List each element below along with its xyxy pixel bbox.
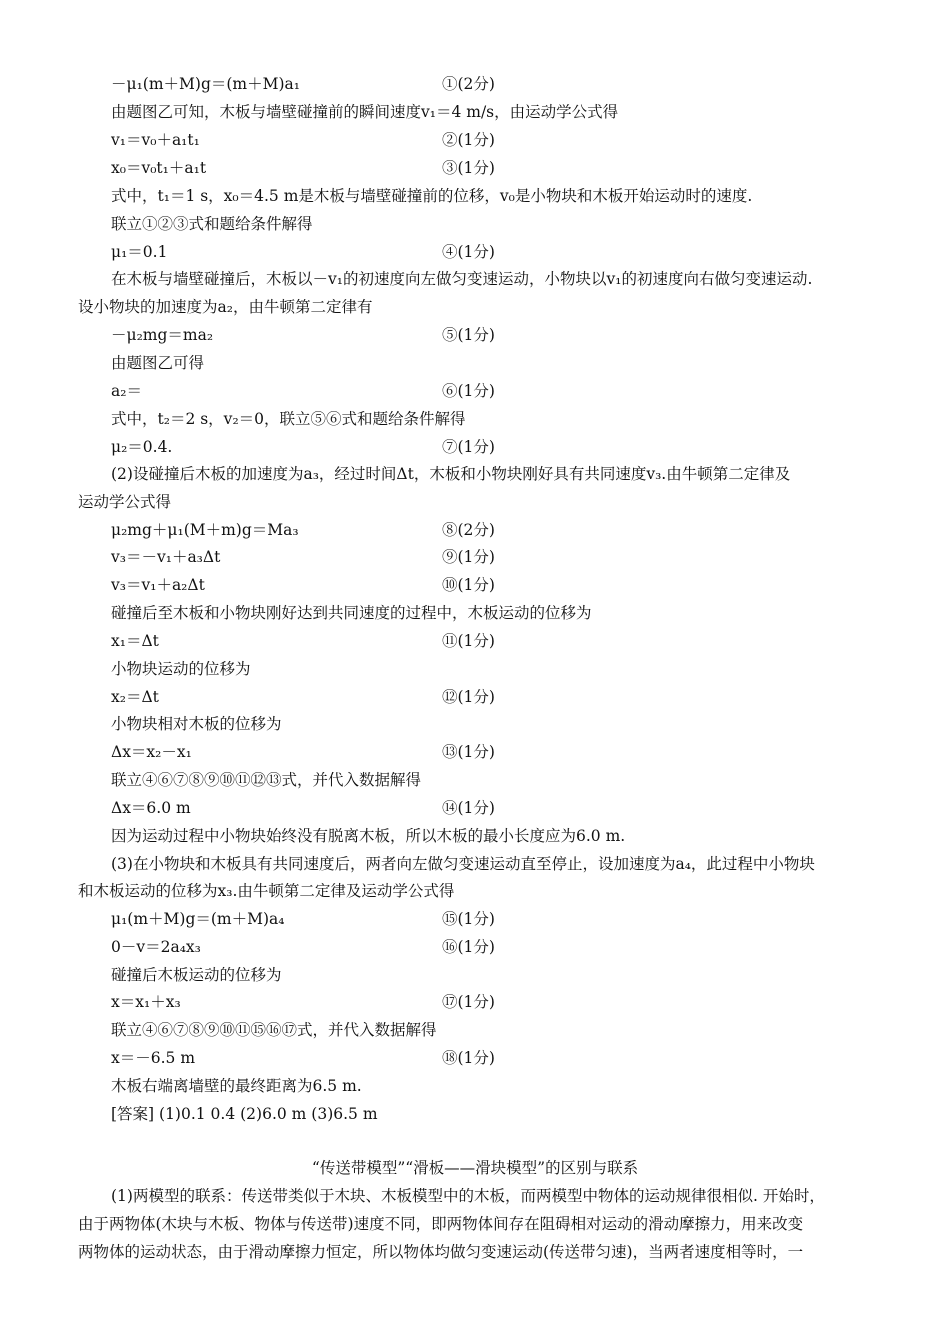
paragraph-line: 由题图乙可知，木板与墙壁碰撞前的瞬间速度v₁＝4 m/s，由运动学公式得 bbox=[111, 103, 619, 121]
equation: x₁＝Δt bbox=[111, 632, 159, 650]
paragraph-line: 联立④⑥⑦⑧⑨⑩⑪⑫⑬式，并代入数据解得 bbox=[111, 771, 422, 789]
paragraph-line: 联立④⑥⑦⑧⑨⑩⑪⑮⑯⑰式，并代入数据解得 bbox=[111, 1021, 437, 1039]
equation-score-mark: ⑯(1分) bbox=[442, 938, 495, 956]
paragraph-line: 设小物块的加速度为a₂，由牛顿第二定律有 bbox=[78, 298, 373, 316]
equation-score-mark: ⑮(1分) bbox=[442, 910, 495, 928]
equation: x₂＝Δt bbox=[111, 688, 159, 706]
equation-score-mark: ⑰(1分) bbox=[442, 993, 495, 1011]
equation: x₀＝v₀t₁＋a₁t bbox=[111, 159, 207, 177]
equation: －μ₂mg＝ma₂ bbox=[111, 326, 214, 344]
equation: μ₂＝0.4. bbox=[111, 438, 173, 456]
paragraph-line: 两物体的运动状态，由于滑动摩擦力恒定，所以物体均做匀变速运动(传送带匀速)，当两者速度相等时，一 bbox=[78, 1243, 804, 1261]
paragraph-line: (1)两模型的联系：传送带类似于木块、木板模型中的木板，而两模型中物体的运动规律很相似. 开始时， bbox=[111, 1187, 825, 1205]
equation-score-mark: ⑱(1分) bbox=[442, 1049, 495, 1067]
equation: Δx＝6.0 m bbox=[111, 799, 191, 817]
equation-score-mark: ⑦(1分) bbox=[442, 438, 495, 456]
paragraph-line: 小物块相对木板的位移为 bbox=[111, 715, 282, 733]
equation-score-mark: ⑪(1分) bbox=[442, 632, 495, 650]
equation-score-mark: ⑨(1分) bbox=[442, 548, 495, 566]
equation-score-mark: ⑩(1分) bbox=[442, 576, 495, 594]
paragraph-line: 碰撞后木板运动的位移为 bbox=[111, 966, 282, 984]
equation: μ₂mg＋μ₁(M＋m)g＝Ma₃ bbox=[111, 521, 299, 539]
paragraph-line: 在木板与墙壁碰撞后，木板以－v₁的初速度向左做匀变速运动，小物块以v₁的初速度向右做匀变速运动. bbox=[111, 270, 813, 288]
equation: a₂＝ bbox=[111, 382, 142, 400]
equation-score-mark: ⑬(1分) bbox=[442, 743, 495, 761]
equation-score-mark: ⑥(1分) bbox=[442, 382, 495, 400]
equation: μ₁(m＋M)g＝(m＋M)a₄ bbox=[111, 910, 285, 928]
paragraph-line: 小物块运动的位移为 bbox=[111, 660, 251, 678]
equation-score-mark: ①(2分) bbox=[442, 75, 495, 93]
paragraph-line: (2)设碰撞后木板的加速度为a₃，经过时间Δt，木板和小物块刚好具有共同速度v₃.由牛顿第二定律及 bbox=[111, 465, 791, 483]
equation: v₁＝v₀＋a₁t₁ bbox=[111, 131, 200, 149]
equation: x＝－6.5 m bbox=[111, 1049, 196, 1067]
paragraph-line: 式中，t₁＝1 s，x₀＝4.5 m是木板与墙壁碰撞前的位移，v₀是小物块和木板开始运动时的速度. bbox=[111, 187, 753, 205]
paragraph-line: 式中，t₂＝2 s，v₂＝0，联立⑤⑥式和题给条件解得 bbox=[111, 410, 466, 428]
paragraph-line: 联立①②③式和题给条件解得 bbox=[111, 215, 313, 233]
equation: －μ₁(m＋M)g＝(m＋M)a₁ bbox=[111, 75, 300, 93]
paragraph-line: [答案] (1)0.1 0.4 (2)6.0 m (3)6.5 m bbox=[111, 1105, 378, 1123]
paragraph-line: 由于两物体(木块与木板、物体与传送带)速度不同，即两物体间存在阻碍相对运动的滑动摩擦力，用来改变 bbox=[78, 1215, 804, 1233]
equation-score-mark: ⑤(1分) bbox=[442, 326, 495, 344]
paragraph-line: 碰撞后至木板和小物块刚好达到共同速度的过程中，木板运动的位移为 bbox=[111, 604, 592, 622]
equation-score-mark: ⑫(1分) bbox=[442, 688, 495, 706]
equation: Δx＝x₂－x₁ bbox=[111, 743, 192, 761]
equation-score-mark: ⑭(1分) bbox=[442, 799, 495, 817]
paragraph-line: (3)在小物块和木板具有共同速度后，两者向左做匀变速运动直至停止，设加速度为a₄，此过程中小物块 bbox=[111, 855, 815, 873]
equation-score-mark: ②(1分) bbox=[442, 131, 495, 149]
equation-score-mark: ③(1分) bbox=[442, 159, 495, 177]
paragraph-line: 木板右端离墙壁的最终距离为6.5 m. bbox=[111, 1077, 362, 1095]
paragraph-line: 由题图乙可得 bbox=[111, 354, 205, 372]
equation-score-mark: ⑧(2分) bbox=[442, 521, 495, 539]
section-title: “传送带模型”“滑板——滑块模型”的区别与联系 bbox=[311, 1159, 639, 1177]
paragraph-line: 和木板运动的位移为x₃.由牛顿第二定律及运动学公式得 bbox=[78, 882, 455, 900]
paragraph-line: 因为运动过程中小物块始终没有脱离木板，所以木板的最小长度应为6.0 m. bbox=[111, 827, 626, 845]
equation: x＝x₁＋x₃ bbox=[111, 993, 181, 1011]
equation: v₃＝－v₁＋a₃Δt bbox=[111, 548, 221, 566]
equation-score-mark: ④(1分) bbox=[442, 243, 495, 261]
paragraph-line: 运动学公式得 bbox=[78, 493, 172, 511]
equation: v₃＝v₁＋a₂Δt bbox=[111, 576, 205, 594]
equation: μ₁＝0.1 bbox=[111, 243, 168, 261]
equation: 0－v＝2a₄x₃ bbox=[111, 938, 201, 956]
